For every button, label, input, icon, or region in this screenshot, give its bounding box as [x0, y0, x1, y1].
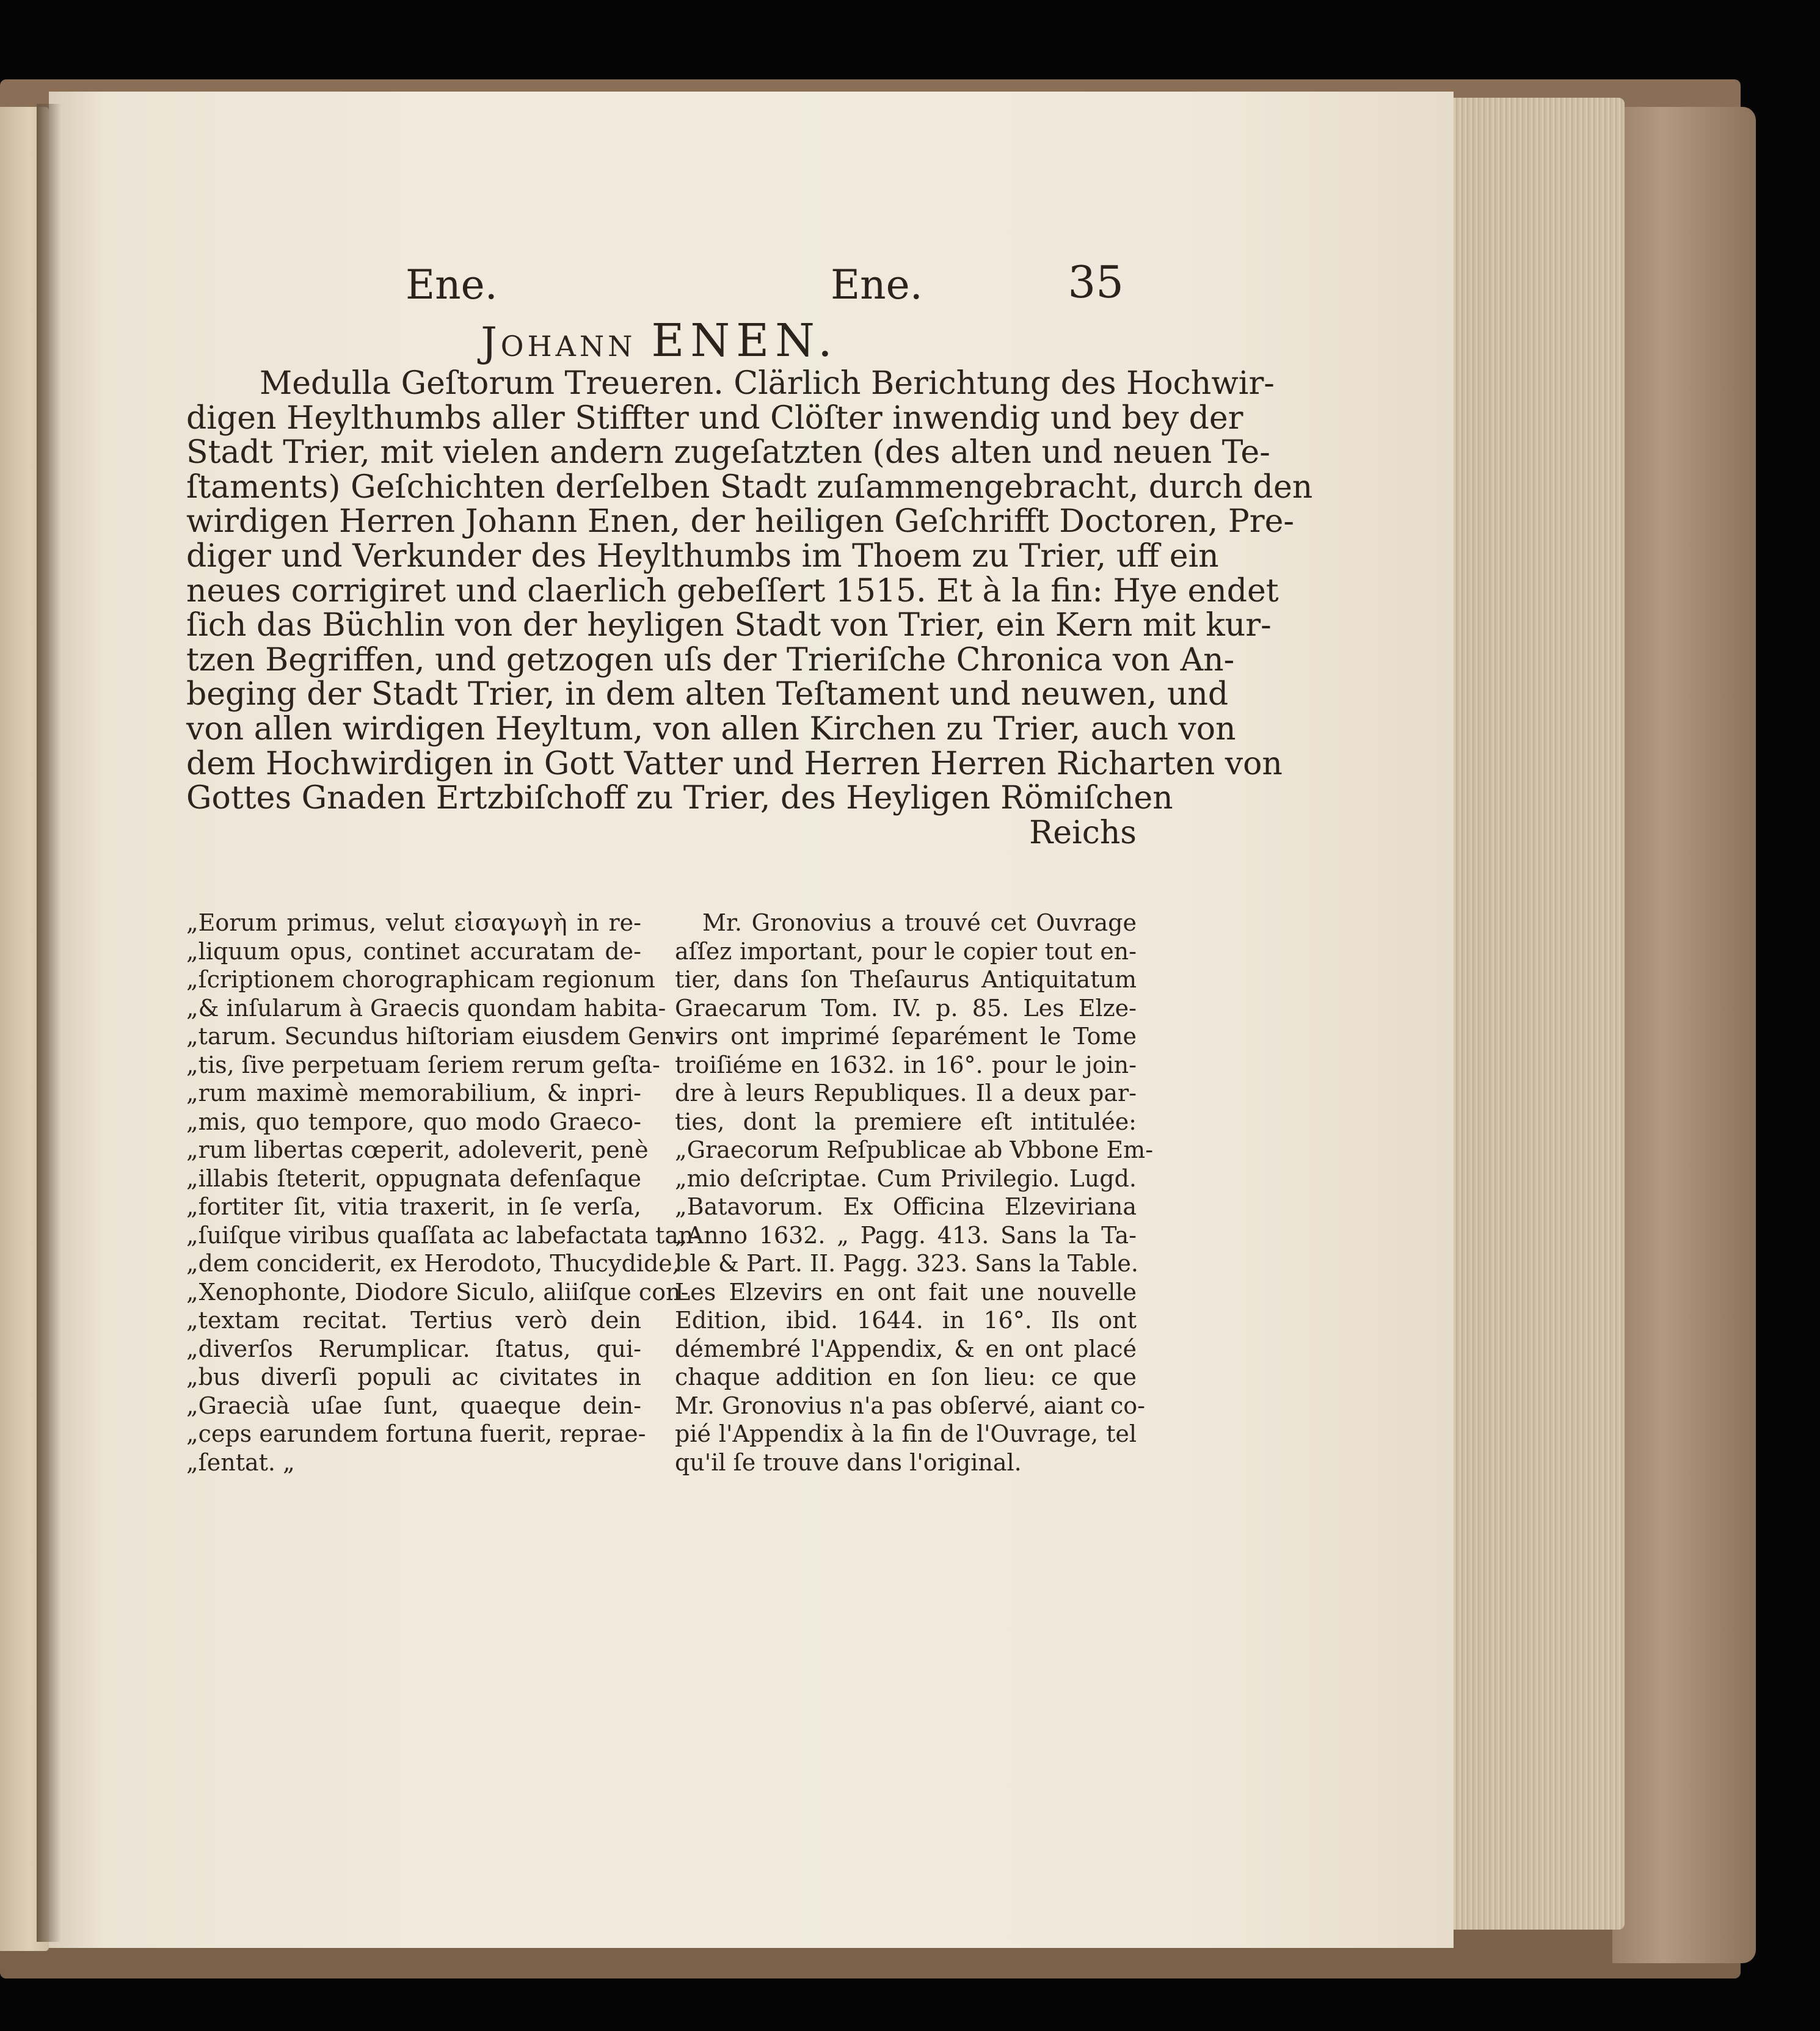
main-line: wirdigen Herren Johann Enen, der heiligen Geſchrifft Doctoren, Pre- — [186, 503, 1294, 540]
left-column-line: „ceps earundem fortuna fuerit, reprae- — [186, 1420, 646, 1447]
left-column-line: „ſcriptionem chorographicam regionum — [186, 966, 655, 993]
main-text-block — [186, 365, 1313, 851]
left-column-line: „bus diverſi populi ac civitates in — [186, 1364, 641, 1390]
right-column-line: virs ont imprimé ſeparément le Tome — [675, 1023, 1137, 1050]
left-column-line: „rum libertas cœperit, adoleverit, penè — [186, 1136, 649, 1163]
right-column-line: „mio deſcriptae. Cum Privilegio. Lugd. — [675, 1164, 1137, 1192]
right-column-line: ble & Part. II. Pagg. 323. Sans la Table. — [675, 1250, 1138, 1277]
main-line: ſtaments) Geſchichten derſelben Stadt zuſammengebracht, durch den — [186, 468, 1313, 506]
main-line: digen Heylthumbs aller Stiffter und Clöſter inwendig und bey der — [186, 399, 1243, 437]
right-column-line: qu'il ſe trouve dans l'original. — [675, 1448, 1022, 1476]
book-cover-edge — [1612, 107, 1756, 1963]
left-column-line: „illabis ſteterit, oppugnata defenſaque — [186, 1164, 641, 1192]
gutter-shadow — [37, 104, 61, 1942]
main-line: von allen wirdigen Heyltum, von allen Kirchen zu Trier, auch von — [186, 710, 1236, 747]
right-column-line: „Anno 1632. „ Pagg. 413. Sans la Ta- — [675, 1221, 1137, 1249]
right-footnote-column — [675, 909, 1154, 1477]
main-line: dem Hochwirdigen in Gott Vatter und Herren Herren Richarten von — [186, 745, 1283, 782]
right-column-line: Les Elzevirs en ont fait une nouvelle — [675, 1278, 1137, 1306]
left-column-line: „Graecià uſae ſunt, quaeque dein- — [186, 1392, 641, 1419]
left-column-line: „Eorum primus, velut εἰσαγωγὴ in re- — [186, 909, 641, 936]
right-column-line: dre à leurs Republiques. Il a deux par- — [675, 1080, 1137, 1106]
right-column-line: aſſez important, pour le copier tout en- — [675, 937, 1137, 965]
right-column-line: Edition, ibid. 1644. in 16°. Ils ont — [675, 1307, 1137, 1334]
main-line-catchword: Reichs — [1029, 814, 1137, 851]
right-column-line: troiſiéme en 1632. in 16°. pour le join- — [675, 1051, 1137, 1078]
right-column-line: démembré l'Appendix, & en ont placé — [675, 1335, 1137, 1362]
left-column-line: „tarum. Secundus hiſtoriam eiusdem Gen- — [186, 1023, 683, 1050]
left-column-line: „textam recitat. Tertius verò dein — [186, 1307, 641, 1334]
running-head-center: Ene. — [831, 261, 923, 308]
right-column-line: Mr. Gronovius n'a pas obſervé, aiant co- — [675, 1392, 1146, 1419]
entry-title-surname: ENEN. — [651, 314, 839, 367]
left-column-line: „mis, quo tempore, quo modo Graeco- — [186, 1108, 641, 1135]
right-column-line: „Batavorum. Ex Officina Elzeviriana — [675, 1193, 1137, 1220]
running-head — [397, 256, 1136, 311]
main-line: Gottes Gnaden Ertzbiſchoff zu Trier, des Heyligen Römiſchen — [186, 780, 1173, 817]
left-column-line: „& inſularum à Graecis quondam habita- — [186, 994, 666, 1022]
left-column-line: „ſuiſque viribus quaſſata ac labefactata tan- — [186, 1221, 702, 1249]
main-line: Medulla Geſtorum Treueren. Clärlich Berichtung des Hochwir- — [260, 365, 1275, 402]
left-column-line: „diverſos Rerumplicar. ſtatus, qui- — [186, 1335, 641, 1362]
page-edges — [1447, 98, 1625, 1930]
left-footnote-column — [186, 909, 702, 1477]
left-column-line: „Xenophonte, Diodore Siculo, aliiſque con- — [186, 1278, 689, 1306]
entry-title-first-name: Johann — [481, 319, 636, 366]
main-line: beging der Stadt Trier, in dem alten Teſtament und neuwen, und — [186, 676, 1229, 713]
right-column-line: chaque addition en ſon lieu: ce que — [675, 1364, 1137, 1390]
left-column-line: „dem conciderit, ex Herodoto, Thucydide, — [186, 1250, 680, 1277]
running-head-left: Ene. — [406, 261, 498, 308]
right-column-line: Mr. Gronovius a trouvé cet Ouvrage — [702, 909, 1137, 936]
right-column-line: pié l'Appendix à la fin de l'Ouvrage, tel — [675, 1420, 1137, 1447]
main-line: diger und Verkunder des Heylthumbs im Thoem zu Trier, uff ein — [186, 537, 1219, 575]
main-line: ſich das Büchlin von der heyligen Stadt von Trier, ein Kern mit kur- — [186, 607, 1272, 644]
footnote-columns — [186, 909, 1154, 1544]
entry-title — [183, 314, 1136, 367]
left-column-line: „fortiter ſit, vitia traxerit, in ſe verſa, — [186, 1193, 641, 1220]
right-column-line: Graecarum Tom. IV. p. 85. Les Elze- — [675, 994, 1137, 1022]
main-line: neues corrigiret und claerlich gebeſſert 1515. Et à la fin: Hye endet — [186, 572, 1279, 609]
left-column-line: „ſentat. „ — [186, 1448, 295, 1476]
main-line: Stadt Trier, mit vielen andern zugeſatzten (des alten und neuen Te- — [186, 434, 1270, 471]
left-column-line: „liquum opus, continet accuratam de- — [186, 937, 641, 965]
left-column-line: „tis, ſive perpetuam ſeriem rerum geſta- — [186, 1051, 660, 1078]
page-number: 35 — [1068, 256, 1124, 308]
right-column-line: „Graecorum Reſpublicae ab Vbbone Em- — [675, 1136, 1154, 1163]
left-column-line: „rum maximè memorabilium, & inpri- — [186, 1080, 641, 1106]
right-column-line: tier, dans ſon Theſaurus Antiquitatum — [675, 966, 1137, 993]
right-column-line: ties, dont la premiere eſt intitulée: — [675, 1108, 1137, 1135]
main-line: tzen Begriffen, und getzogen uſs der Trieriſche Chronica von An- — [186, 641, 1235, 678]
